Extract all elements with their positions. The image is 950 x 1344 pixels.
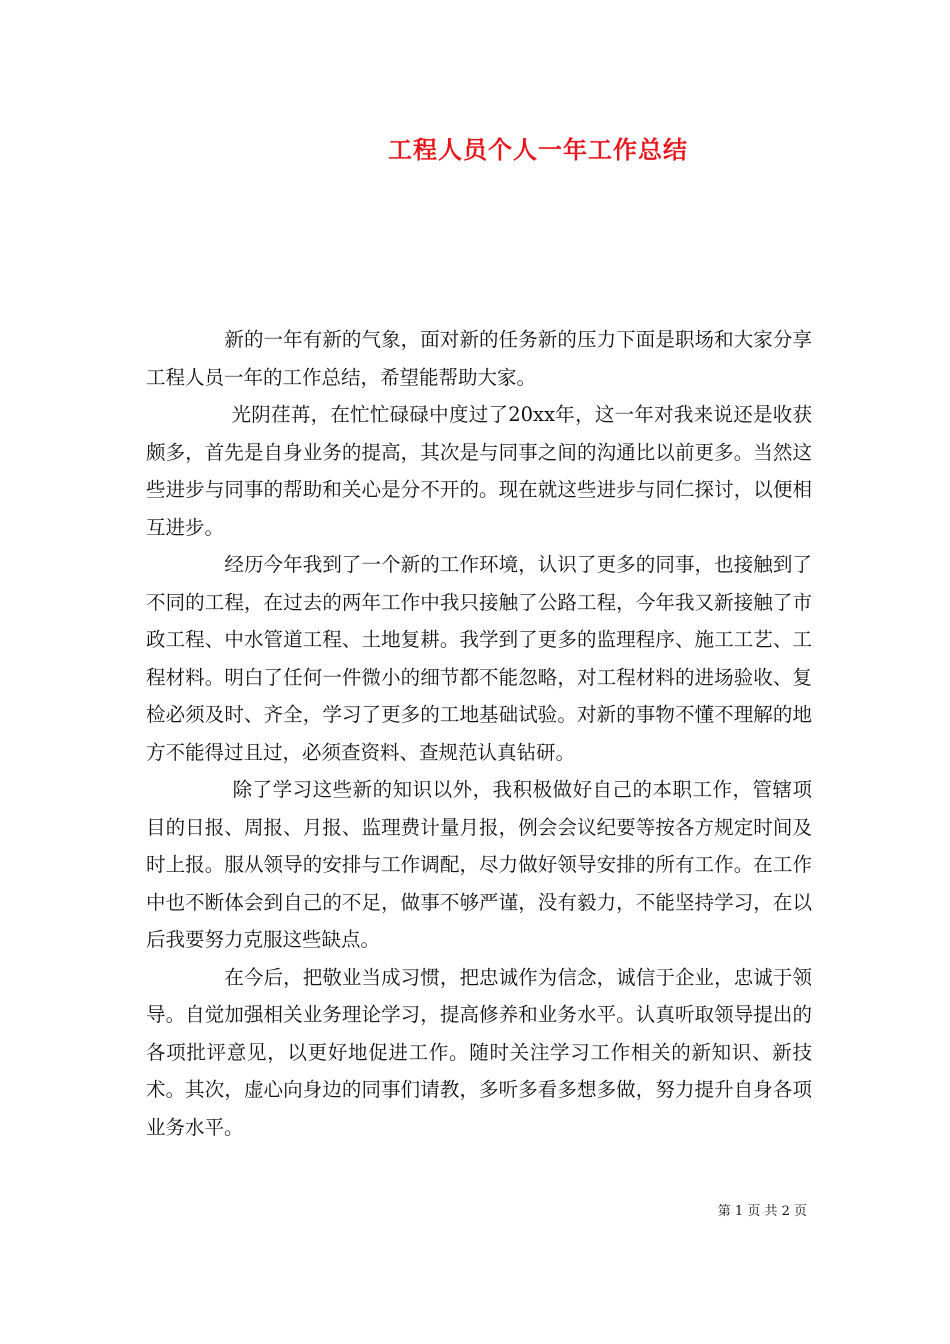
paragraph-intro: 新的一年有新的气象，面对新的任务新的压力下面是职场和大家分享工程人员一年的工作总结，希望能帮助大家。 bbox=[146, 328, 812, 389]
page-number-footer: 第 1 页 共 2 页 bbox=[717, 1204, 807, 1219]
document-body bbox=[146, 321, 812, 1146]
paragraph-experience: 经历今年我到了一个新的工作环境，认识了更多的同事，也接触到了不同的工程，在过去的两年工作中我只接触了公路工程，今年我又新接触了市政工程、中水管道工程、土地复耕。我学到了更多的监理程序、施工工艺、工程材料。明白了任何一件微小的细节都不能忽略，对工程材料的进场验收、复检必须及时、齐全，学习了更多的工地基础试验。对新的事物不懂不理解的地方不能得过且过，必须查资料、查规范认真钻研。 bbox=[146, 553, 812, 764]
document-title: 工程人员个人一年工作总结 bbox=[388, 135, 688, 164]
paragraph-duties: 除了学习这些新的知识以外，我积极做好自己的本职工作，管辖项目的日报、周报、月报、监理费计量月报，例会会议纪要等按各方规定时间及时上报。服从领导的安排与工作调配，尽力做好领导安排的所有工作。在工作中也不断体会到自己的不足，做事不够严谨，没有毅力，不能坚持学习，在以后我要努力克服这些缺点。 bbox=[146, 778, 812, 951]
paragraph-future: 在今后，把敬业当成习惯，把忠诚作为信念，诚信于企业，忠诚于领导。自觉加强相关业务理论学习，提高修养和业务水平。认真听取领导提出的各项批评意见，以更好地促进工作。随时关注学习工作相关的新知识、新技术。其次，虚心向身边的同事们请教，多听多看多想多做，努力提升自身各项业务水平。 bbox=[146, 965, 812, 1139]
paragraph-review: 光阴荏苒，在忙忙碌碌中度过了20xx年，这一年对我来说还是收获颇多，首先是自身业务的提高，其次是与同事之间的沟通比以前更多。当然这些进步与同事的帮助和关心是分不开的。现在就这些进步与同仁探讨，以便相互进步。 bbox=[146, 403, 812, 539]
